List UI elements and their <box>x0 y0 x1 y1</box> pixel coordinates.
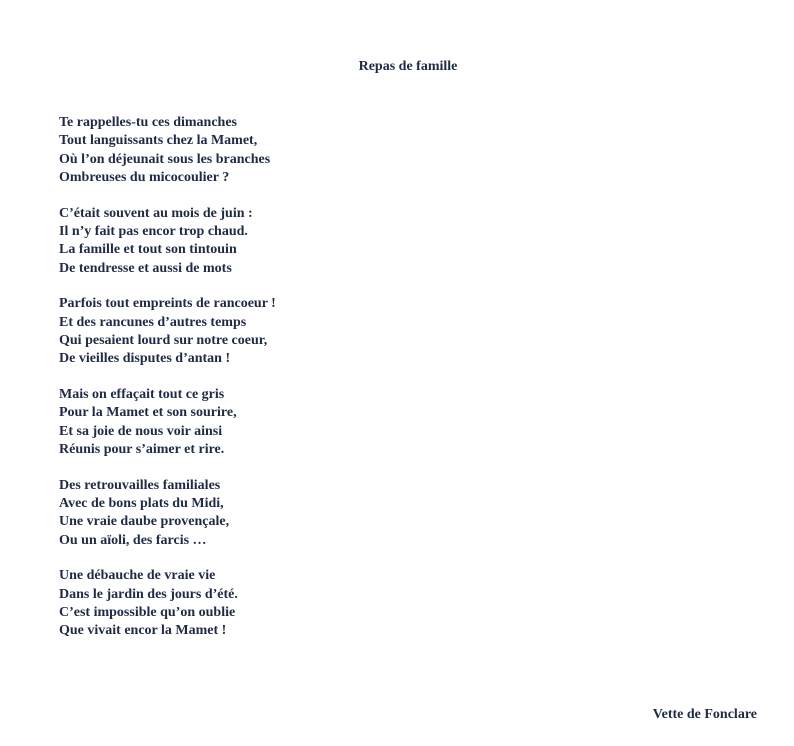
poem-line: Une débauche de vraie vie <box>59 568 216 584</box>
poem-line: Que vivait encor la Mamet ! <box>59 623 227 639</box>
poem-line: Il n’y fait pas encor trop chaud. <box>59 224 248 240</box>
stanza <box>59 386 479 460</box>
poem-line: De tendresse et aussi de mots <box>59 260 232 276</box>
poem-line: C’est impossible qu’on oublie <box>59 604 236 620</box>
poem-line: Tout languissants chez la Mamet, <box>59 133 258 149</box>
poem-line: Ou un aïoli, des farcis … <box>59 532 207 548</box>
poem-line: La famille et tout son tintouin <box>59 242 237 258</box>
poem-line: Des retrouvailles familiales <box>59 477 221 493</box>
poem-line: Et sa joie de nous voir ainsi <box>59 423 223 439</box>
poem-line: Une vraie daube provençale, <box>59 514 230 530</box>
poem-line: Ombreuses du micocoulier ? <box>59 170 230 186</box>
poem-line: Qui pesaient lourd sur notre coeur, <box>59 333 268 349</box>
stanza <box>59 205 479 279</box>
stanza <box>59 114 479 188</box>
poem-line: Te rappelles-tu ces dimanches <box>59 115 237 130</box>
stanza <box>59 295 479 369</box>
poem-line: De vieilles disputes d’antan ! <box>59 351 231 367</box>
poem-title: Repas de famille <box>358 59 458 74</box>
poem-line: Mais on effaçait tout ce gris <box>59 386 225 402</box>
poem-line: Avec de bons plats du Midi, <box>59 495 224 511</box>
stanza <box>59 477 479 551</box>
poem-line: Dans le jardin des jours d’été. <box>59 586 238 602</box>
poem-line: Pour la Mamet et son sourire, <box>59 405 237 421</box>
poem-line: Et des rancunes d’autres temps <box>59 314 247 330</box>
stanza <box>59 567 479 641</box>
poem-line: Où l’on déjeunait sous les branches <box>59 151 271 167</box>
author-signature: Vette de Fonclare <box>652 707 757 722</box>
poem-line: Parfois tout empreints de rancoeur ! <box>59 296 276 312</box>
poem-line: Réunis pour s’aimer et rire. <box>59 442 225 458</box>
poem-line: C’était souvent au mois de juin : <box>59 205 253 221</box>
poem-body <box>59 114 479 658</box>
